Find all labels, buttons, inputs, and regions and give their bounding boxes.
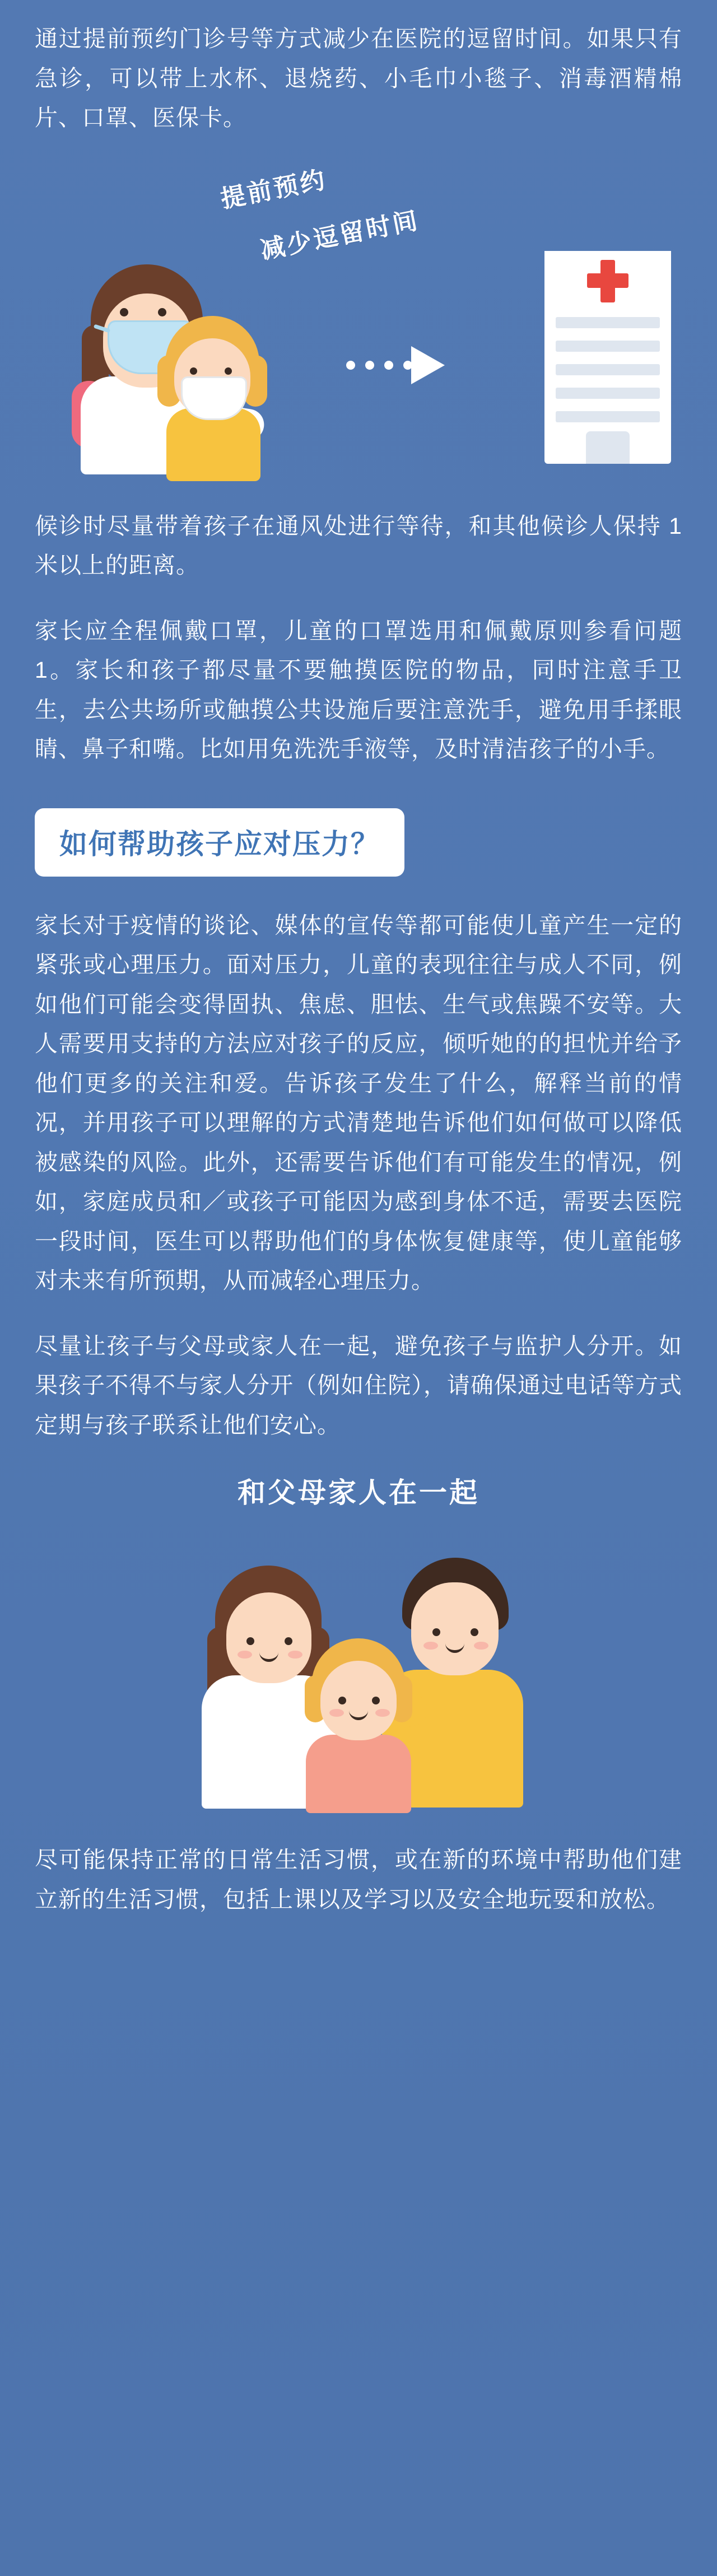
mask-hygiene-paragraph: 家长应全程佩戴口罩，儿童的口罩选用和佩戴原则参看问题 1。家长和孩子都尽量不要触摸医院的物品，同时注意手卫生，去公共场所或触摸公共设施后要注意洗手，避免用手揉眼睛、鼻子和嘴。比如用免洗洗手液等，及时清洁孩子的小手。 <box>35 617 682 762</box>
waiting-paragraph: 候诊时尽量带着孩子在通风处进行等待，和其他候诊人保持 1 米以上的距离。 <box>35 513 682 579</box>
family-illustration-caption: 和父母家人在一起 <box>238 1477 479 1509</box>
family-scene <box>35 1532 682 1812</box>
section-heading: 如何帮助孩子应对压力？ <box>35 808 404 877</box>
arrow-head-icon <box>411 346 445 384</box>
intro-paragraph: 通过提前预约门诊号等方式减少在医院的逗留时间。如果只有急诊，可以带上水杯、退烧药、小毛巾小毯子、消毒酒精棉片、口罩、医保卡。 <box>35 26 682 131</box>
dotted-arrow-icon <box>346 357 464 374</box>
stay-together-paragraph: 尽量让孩子与父母或家人在一起，避免孩子与监护人分开。如果孩子不得不与家人分开（例如住院），请确保通过电话等方式定期与孩子联系让他们安心。 <box>35 1333 682 1438</box>
stress-paragraph: 家长对于疫情的谈论、媒体的宣传等都可能使儿童产生一定的紧张或心理压力。面对压力，儿童的表现往往与成人不同，例如他们可能会变得固执、焦虑、胆怯、生气或焦躁不安等。大人需要用支持的方法应对孩子的反应，倾听她的的担忧并给予他们更多的关注和爱。告诉孩子发生了什么，解释当前的情况，并用孩子可以理解的方式清楚地告诉他们如何做可以降低被感染的风险。此外，还需要告诉他们有可能发生的情况，例如，家庭成员和／或孩子可能因为感到身体不适，需要去医院一段时间，医生可以帮助他们的身体恢复健康等，使儿童能够对未来有所预期，从而减轻心理压力。 <box>35 912 682 1294</box>
hospital-scene <box>35 248 682 472</box>
child-with-mask-icon <box>150 316 301 467</box>
hospital-illustration-caption-line1: 提前预约 <box>218 165 329 213</box>
routine-paragraph: 尽可能保持正常的日常生活习惯，或在新的环境中帮助他们建立新的生活习惯，包括上课以及学习以及安全地玩耍和放松。 <box>35 1847 682 1912</box>
hospital-cross-icon <box>544 251 671 464</box>
hospital-illustration <box>35 164 682 477</box>
section-heading-wrapper <box>35 808 682 877</box>
family-illustration <box>35 1470 682 1818</box>
child-icon <box>274 1638 443 1812</box>
hospital-illustration-caption-line2: 减少逗留时间 <box>258 206 422 264</box>
